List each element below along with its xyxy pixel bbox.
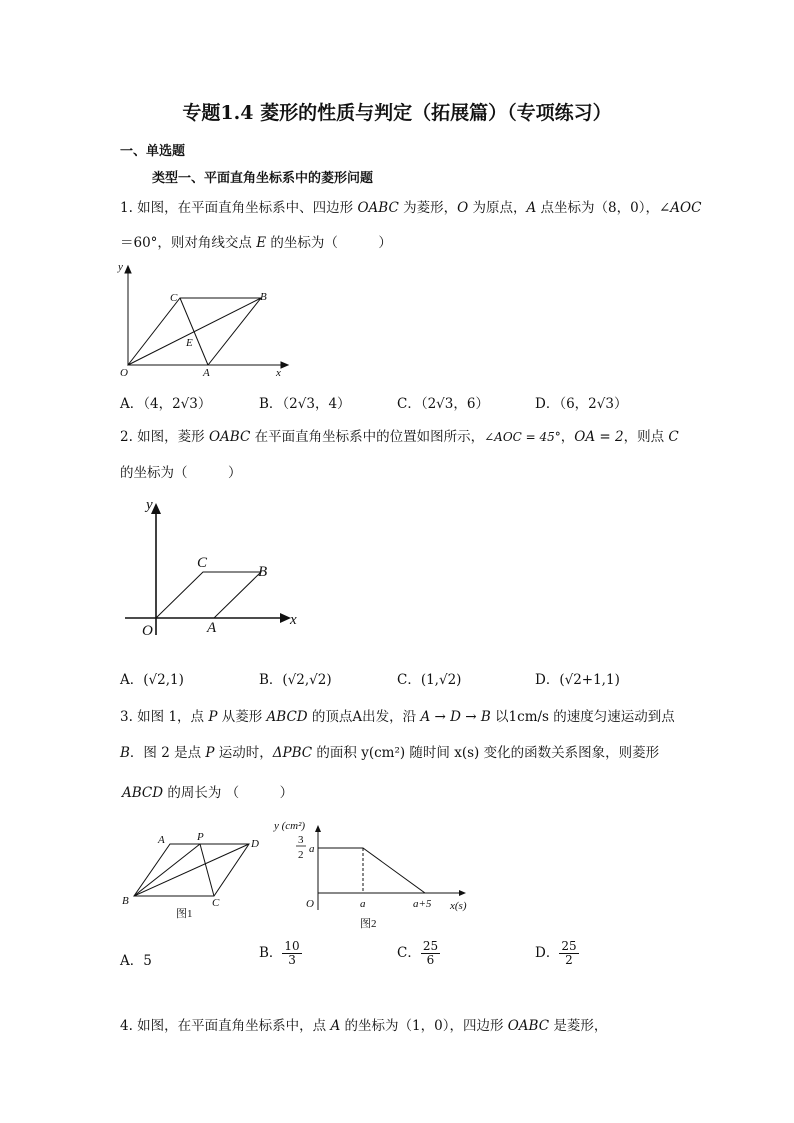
section-heading: 一、单选题 (120, 144, 186, 159)
q4-text: A (330, 1018, 341, 1034)
label-e: E (186, 337, 193, 349)
fraction-numerator: 25 (422, 939, 439, 953)
q3-text: 的面积 y(cm²) 随时间 x(s) 变化的函数关系图象，则菱形 (312, 745, 660, 761)
type-heading: 类型一、平面直角坐标系中的菱形问题 (152, 171, 374, 186)
label-y: y (146, 497, 153, 513)
x-axis-label: x(s) (450, 900, 467, 912)
q3-text: ABCD (122, 785, 164, 801)
q3-text: 以1cm/s 的速度匀速运动到点 (490, 709, 675, 725)
label-p: P (197, 831, 204, 843)
q1-figure (114, 258, 294, 380)
q2-option-b[interactable]: B．(√2,√2) (259, 672, 332, 688)
q2-option-d[interactable]: D．(√2+1,1) (535, 672, 620, 688)
q3-text: P (208, 709, 218, 725)
function-graph (318, 848, 425, 893)
q1-option-a[interactable]: A．（4，2√3） (120, 396, 212, 412)
q1-text: 1. 如图，在平面直角坐标系中、四边形 (120, 200, 358, 216)
label-b: B (258, 564, 268, 580)
label-d: D (251, 838, 259, 850)
segment-bp (134, 844, 200, 896)
q1-option-c[interactable]: C．（2√3，6） (397, 396, 489, 412)
option-d-prefix: D． (535, 945, 560, 961)
q1-text: O (457, 200, 469, 216)
q2-option-a[interactable]: A．(√2,1) (120, 672, 184, 688)
x-axis-arrow-icon (459, 890, 466, 896)
q4-text: 是菱形， (549, 1018, 608, 1034)
label-c: C (170, 292, 178, 304)
q3-text: A → D → B (420, 709, 491, 725)
label-x: x (290, 612, 297, 628)
fraction-numerator: 10 (284, 939, 300, 953)
q3-line3 (122, 781, 293, 801)
q1-text: OABC (357, 200, 399, 216)
q2-line1 (120, 425, 679, 445)
q4-text: 4. 如图，在平面直角坐标系中，点 (120, 1018, 331, 1034)
q1-line1 (120, 196, 701, 216)
q3-text: 从菱形 (217, 709, 267, 725)
q1-text: ＝60°，则对角线交点 (120, 235, 257, 251)
y-axis-arrow-icon (315, 825, 321, 832)
q2-text: ， (560, 429, 575, 445)
q2-text: C (668, 429, 679, 445)
q1-text: A (526, 200, 537, 216)
q4-line1 (120, 1014, 607, 1034)
label-o: O (142, 623, 153, 639)
fraction-denominator: 6 (426, 953, 435, 967)
option-c-prefix: C． (397, 945, 421, 961)
fraction-denominator: 2 (565, 953, 573, 967)
label-x: x (276, 367, 281, 379)
q3-option-d[interactable] (535, 940, 579, 967)
label-b: B (260, 291, 267, 303)
q3-text: 3. 如图 1，点 (120, 709, 209, 725)
q3-figure1 (118, 826, 268, 926)
option-b-prefix: B． (259, 945, 283, 961)
option-b-fraction (282, 940, 301, 967)
x-a-label: a (360, 898, 366, 910)
q1-text: AOC (670, 200, 702, 216)
q1-text: 的坐标为（ ） (266, 235, 392, 251)
label-o: O (120, 367, 128, 379)
q1-line2 (120, 231, 392, 251)
rhombus-oabc (156, 572, 261, 618)
q3-text: 的顶点A出发，沿 (307, 709, 421, 725)
q3-text: B (120, 745, 130, 761)
q1-option-d[interactable]: D．（6，2√3） (535, 396, 628, 412)
q2-text: OA = 2 (574, 429, 624, 445)
q3-text: P (205, 745, 215, 761)
label-y: y (118, 261, 123, 273)
label-a: A (158, 834, 165, 846)
q1-text: 点坐标为（8，0），∠ (536, 200, 671, 216)
fraction-numerator: 25 (561, 939, 577, 953)
q2-option-c[interactable]: C．(1,√2) (397, 672, 462, 688)
q1-text: 为菱形， (398, 200, 458, 216)
figure1-caption: 图1 (176, 908, 193, 920)
q3-line1 (120, 705, 675, 725)
q2-text: 2. 如图，菱形 (120, 429, 209, 445)
y-axis-label: y (cm²) (274, 820, 306, 832)
figure2-caption: 图2 (360, 918, 377, 930)
label-o: O (306, 898, 314, 910)
q2-text: OABC (208, 429, 251, 445)
segment-pc (200, 844, 214, 896)
q1-option-b[interactable]: B．（2√3，4） (259, 396, 351, 412)
y-a-label: a (309, 843, 315, 855)
frac-num: 3 (298, 834, 304, 846)
q3-text: ΔPBC (272, 745, 313, 761)
q3-option-b[interactable] (259, 940, 302, 967)
q3-text: ABCD (266, 709, 308, 725)
q3-text: ．图 2 是点 (129, 745, 206, 761)
label-c: C (197, 555, 208, 571)
q2-figure (120, 495, 310, 640)
frac-den: 2 (298, 849, 304, 861)
label-a: A (203, 367, 210, 379)
q3-figure2 (270, 815, 480, 933)
q3-line2 (120, 741, 659, 761)
q1-text: E (256, 235, 267, 251)
q3-text: 运动时， (214, 745, 273, 761)
y-axis-arrow-icon (125, 266, 131, 273)
q2-text: ∠AOC = 45° (484, 430, 561, 444)
q3-option-a[interactable]: A．5 (120, 953, 152, 969)
q4-text: OABC (507, 1018, 550, 1034)
option-d-fraction (559, 940, 578, 967)
label-b: B (122, 895, 129, 907)
q2-text: 在平面直角坐标系中的位置如图所示， (250, 429, 485, 445)
diagonal-ac (180, 298, 208, 365)
q4-text: 的坐标为（1，0），四边形 (340, 1018, 508, 1034)
q3-text: 的周长为 （ ） (163, 785, 294, 801)
fraction-denominator: 3 (288, 953, 296, 967)
q3-option-c[interactable] (397, 940, 440, 967)
q2-text: ，则点 (623, 429, 669, 445)
label-c: C (212, 897, 220, 909)
q2-line2: 的坐标为（ ） (120, 465, 242, 481)
x-axis-arrow-icon (281, 362, 288, 368)
label-a: A (207, 620, 217, 636)
option-c-fraction (421, 940, 440, 967)
x-a5-label: a+5 (413, 898, 432, 910)
q1-text: 为原点， (468, 200, 527, 216)
page-title: 专题1.4 菱形的性质与判定（拓展篇）（专项练习） (182, 102, 612, 124)
